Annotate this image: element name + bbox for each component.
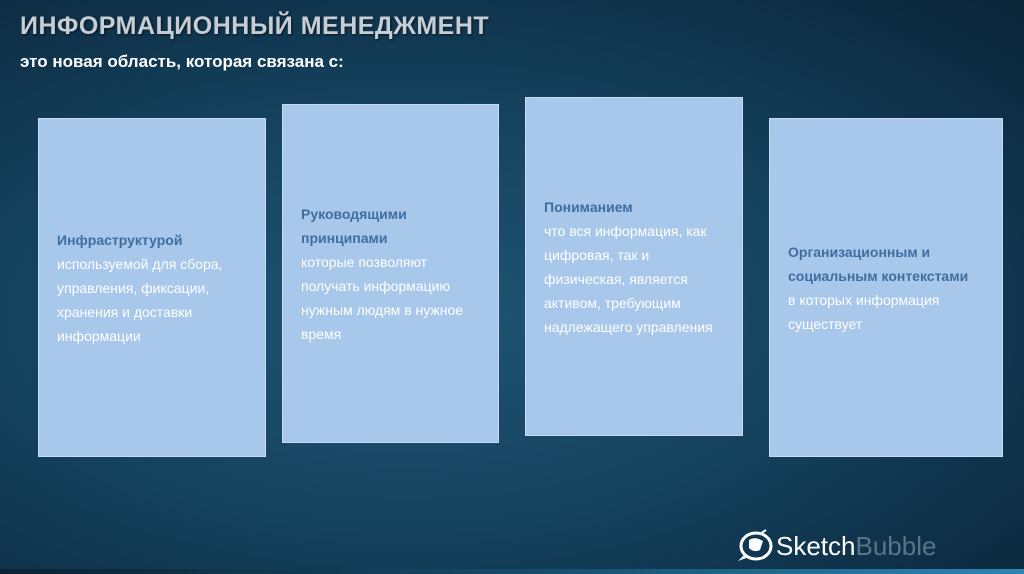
card-heading: Организационным и социальным контекстами: [788, 243, 969, 284]
card-heading: Инфраструктурой: [57, 231, 183, 248]
card-text: в которых информация существует: [788, 291, 940, 332]
bottom-band: [0, 569, 1024, 574]
logo-text-bubble: Bubble: [855, 530, 937, 561]
bubble-logo-icon: [736, 529, 774, 563]
card-contexts: [769, 118, 1003, 457]
card-text: что вся информация, как цифровая, так и физическая, является активом, требующим надлежащего управления: [544, 222, 713, 335]
card-guiding-principles: [282, 104, 499, 443]
card-infrastructure: [38, 118, 266, 457]
card-text: используемой для сбора, управления, фиксации, хранения и доставки информации: [57, 255, 223, 344]
logo-text-sketch: Sketch: [776, 530, 856, 561]
card-heading: Пониманием: [544, 198, 633, 215]
page-title: ИНФОРМАЦИОННЫЙ МЕНЕДЖМЕНТ: [20, 12, 490, 40]
sketchbubble-logo: [736, 526, 936, 566]
card-heading: Руководящими принципами: [301, 205, 407, 246]
card-understanding: [525, 97, 743, 436]
page-subtitle: это новая область, которая связана с:: [20, 52, 344, 71]
card-text: которые позволяют получать информацию нужным людям в нужное время: [301, 253, 464, 342]
